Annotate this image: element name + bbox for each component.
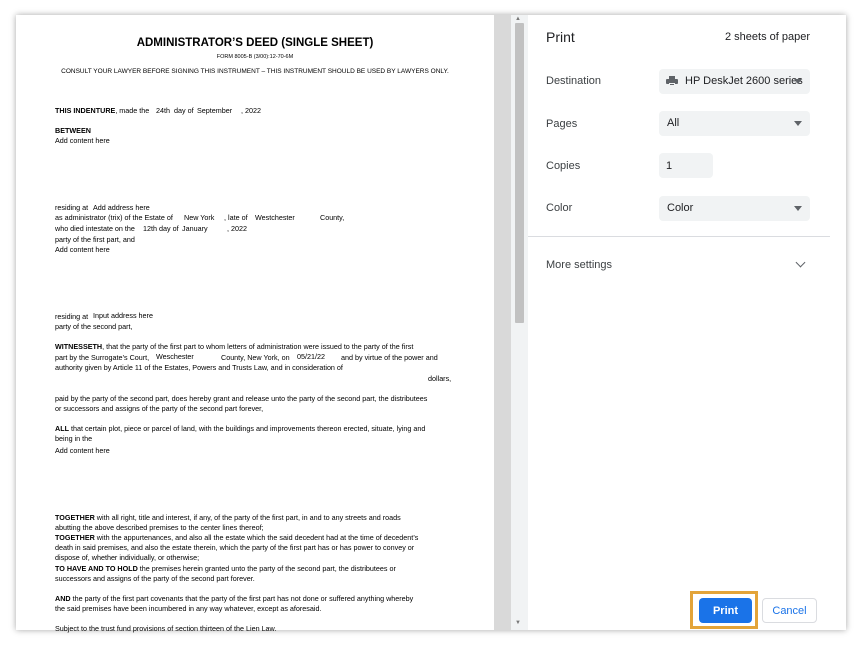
preview-page: [16, 15, 494, 633]
print-button[interactable]: Print: [699, 598, 752, 623]
admin-county-word: County,: [320, 213, 345, 222]
destination-value: HP DeskJet 2600 series: [685, 75, 803, 87]
print-dialog: [16, 15, 846, 633]
all-line-2: being in the: [55, 434, 93, 443]
chevron-down-icon: [794, 206, 802, 211]
chevron-down-icon: [796, 258, 806, 268]
indenture-line: THIS INDENTURE, made the: [55, 106, 150, 115]
preview-scrollbar[interactable]: [511, 15, 528, 630]
add-content-3: Add content here: [55, 446, 110, 455]
doc-consult-notice: CONSULT YOUR LAWYER BEFORE SIGNING THIS INSTRUMENT – THIS INSTRUMENT SHOULD BE USED BY LAWYERS ONLY.: [61, 68, 449, 75]
together-line-3: TOGETHER with the appurtenances, and also all the estate which the said decedent had at the time of decedent’s: [55, 533, 419, 542]
print-preview: [16, 15, 528, 633]
print-title: Print: [546, 29, 575, 45]
settings-divider: [528, 236, 830, 237]
more-settings-toggle[interactable]: [528, 251, 830, 279]
all-line-1: ALL that certain plot, piece or parcel of land, with the buildings and improvements thereon erected, situate, lying and: [55, 424, 426, 433]
color-select[interactable]: [659, 196, 810, 221]
witnesseth-power: and by virtue of the power and: [341, 353, 438, 362]
doc-title: ADMINISTRATOR’S DEED (SINGLE SHEET): [136, 37, 374, 49]
admin-city: New York: [184, 213, 215, 222]
cancel-button[interactable]: Cancel: [762, 598, 817, 623]
print-settings-panel: [528, 15, 846, 630]
add-content-1: Add content here: [55, 136, 110, 145]
dollars-text: dollars,: [428, 374, 452, 383]
preview-gutter: [494, 15, 511, 630]
together-line-1: TOGETHER with all right, title and interest, if any, of the party of the first part, in and to any streets and roads: [55, 513, 401, 522]
doc-form-number: FORM 8005-B (3/00):12-70-6M: [216, 54, 294, 60]
color-label: Color: [546, 202, 573, 214]
residing-at-1: residing at: [55, 203, 89, 212]
witnesseth-date: 05/21/22: [297, 352, 325, 361]
admin-line: as administrator (trix) of the Estate of: [55, 213, 173, 222]
pages-value: All: [667, 117, 680, 129]
destination-label: Destination: [546, 75, 602, 87]
indenture-day: 24th: [156, 106, 170, 115]
between-heading: BETWEEN: [55, 126, 91, 135]
paid-line-1: paid by the party of the second part, does hereby grant and release unto the party of the second part, the distributees: [55, 394, 428, 403]
scroll-up-arrow-icon[interactable]: ▲: [515, 16, 521, 22]
intestate-dayof: day of: [159, 224, 179, 233]
and-line-2: the said premises have been incumbered in any way whatever, except as aforesaid.: [55, 604, 322, 613]
witnesseth-line-2: part by the Surrogate’s Court,: [55, 353, 150, 362]
witnesseth-line-1: WITNESSETH, that the party of the first part to whom letters of administration were issued to the party of the first: [55, 342, 414, 351]
indenture-dayof: day of: [174, 106, 194, 115]
witnesseth-line-3: authority given by Article 11 of the Estates, Powers and Trusts Law, and in consideration of: [55, 363, 343, 372]
add-content-2: Add content here: [55, 245, 110, 254]
together-line-4: death in said premises, and also the estate therein, which the party of the first part has or has power to convey or: [55, 543, 415, 552]
pages-select[interactable]: [659, 111, 810, 136]
address-field-2: Input address here: [93, 311, 153, 320]
intestate-line: who died intestate on the: [55, 224, 135, 233]
indenture-year: , 2022: [241, 106, 261, 115]
sheet-count: 2 sheets of paper: [724, 31, 810, 43]
copies-label: Copies: [546, 160, 581, 172]
indenture-month: September: [197, 106, 233, 115]
address-field-1: Add address here: [93, 203, 150, 212]
residing-at-2: residing at: [55, 312, 89, 321]
tohave-line-1: TO HAVE AND TO HOLD the premises herein granted unto the party of the second part, the distributees or: [55, 564, 396, 573]
color-value: Color: [667, 202, 694, 214]
second-part-line: party of the second part,: [55, 322, 133, 331]
subject-line-partial: Subject to the trust fund provisions of section thirteen of the Lien Law.: [55, 624, 277, 633]
paid-line-2: or successors and assigns of the party of the second part forever,: [55, 404, 264, 413]
chevron-down-icon: [794, 79, 802, 84]
tohave-line-2: successors and assigns of the party of the second part forever.: [55, 574, 255, 583]
witnesseth-county: County, New York, on: [221, 353, 290, 362]
intestate-year: , 2022: [227, 224, 247, 233]
printer-icon: [666, 76, 678, 86]
and-line-1: AND the party of the first part covenants that the party of the first part has not done or suffered anything whereby: [55, 594, 414, 603]
more-settings-label: More settings: [546, 259, 613, 271]
admin-late: , late of: [224, 213, 248, 222]
scrollbar-thumb[interactable]: [515, 23, 524, 323]
witnesseth-court: Weschester: [156, 352, 194, 361]
first-part-line: party of the first part, and: [55, 235, 135, 244]
chevron-down-icon: [794, 121, 802, 126]
intestate-month: January: [182, 224, 208, 233]
destination-select[interactable]: [659, 69, 810, 94]
together-line-2: abutting the above described premises to the center lines thereof;: [55, 523, 264, 532]
copies-input[interactable]: [659, 153, 713, 178]
admin-county: Westchester: [255, 213, 295, 222]
pages-label: Pages: [546, 118, 578, 130]
scroll-down-arrow-icon[interactable]: ▼: [515, 620, 521, 626]
intestate-day: 12th: [143, 224, 157, 233]
together-line-5: dispose of, whether individually, or otherwise;: [55, 553, 200, 562]
